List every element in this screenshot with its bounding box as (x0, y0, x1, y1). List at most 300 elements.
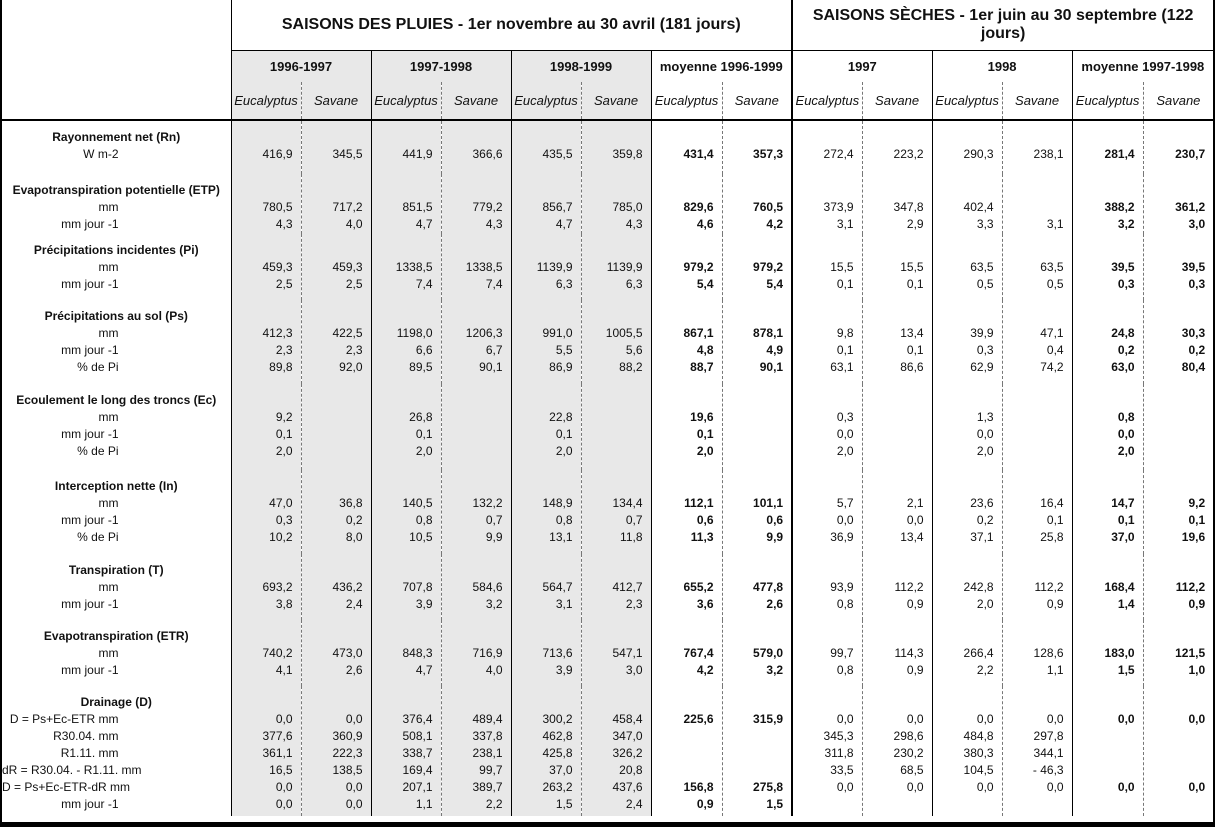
value-cell (1002, 234, 1072, 300)
value: 5,4 (766, 277, 784, 291)
period-header: 1998-1999 (511, 50, 651, 82)
value: 1,5 (1117, 663, 1135, 677)
unit-label: R1.11. mm (60, 746, 119, 760)
value: 10,5 (409, 530, 433, 544)
value: 2,0 (415, 444, 433, 458)
value: 0,4 (1046, 343, 1064, 357)
value: 359,8 (612, 147, 643, 161)
section-title: Rayonnement net (Rn) (52, 130, 181, 144)
value: 37,1 (970, 530, 994, 544)
value: 156,8 (683, 780, 714, 794)
corner-cell (2, 0, 231, 120)
value-cell (581, 174, 651, 234)
value: 132,2 (472, 496, 503, 510)
species-header-eucalyptus: Eucalyptus (511, 82, 581, 120)
value-cell (792, 174, 862, 234)
value-cell (511, 686, 581, 816)
value-cell (932, 120, 1002, 174)
section-label (2, 470, 231, 554)
unit-label: mm jour -1 (61, 663, 119, 677)
value-cell (371, 234, 441, 300)
value: 0,1 (415, 427, 433, 441)
value: 33,5 (830, 763, 854, 777)
unit-label: D = Ps+Ec-ETR-dR mm (2, 780, 131, 794)
value: 281,4 (1104, 147, 1135, 161)
unit-label: mm jour -1 (61, 797, 119, 811)
value: 0,1 (275, 427, 293, 441)
value-cell (301, 470, 371, 554)
species-header-savane: Savane (441, 82, 511, 120)
value (723, 745, 784, 762)
value: 767,4 (683, 646, 714, 660)
value: 9,2 (1188, 496, 1206, 510)
value-cell (862, 174, 932, 234)
value: 459,3 (332, 260, 363, 274)
value: 3,1 (555, 597, 573, 611)
value: 867,1 (683, 326, 714, 340)
value: 0,5 (976, 277, 994, 291)
value: 4,3 (485, 217, 503, 231)
value: 779,2 (472, 200, 503, 214)
value (1073, 796, 1135, 813)
value: 63,1 (830, 360, 854, 374)
value-cell (932, 470, 1002, 554)
value: 1,0 (1188, 663, 1206, 677)
value: 0,0 (1117, 427, 1135, 441)
value-cell (722, 554, 792, 620)
period-header: 1998 (932, 50, 1072, 82)
value (302, 409, 363, 426)
value: 0,1 (906, 277, 924, 291)
value: 366,6 (472, 147, 503, 161)
unit-label: mm (98, 410, 119, 424)
value: 0,8 (836, 597, 854, 611)
value: 2,5 (275, 277, 293, 291)
species-header-savane: Savane (301, 82, 371, 120)
value: 740,2 (262, 646, 293, 660)
value-cell (581, 686, 651, 816)
value: 0,1 (1117, 513, 1135, 527)
value: 2,0 (1117, 444, 1135, 458)
value: 1,4 (1117, 597, 1135, 611)
value: 380,3 (963, 746, 994, 760)
value: 0,3 (836, 410, 854, 424)
value: 416,9 (262, 147, 293, 161)
value: 13,4 (900, 326, 924, 340)
value-cell (511, 174, 581, 234)
value (1144, 426, 1206, 443)
value-cell (301, 120, 371, 174)
value: 878,1 (753, 326, 784, 340)
rainy-season-header: SAISONS DES PLUIES - 1er novembre au 30 avril (181 jours) (231, 0, 792, 50)
value-cell (301, 554, 371, 620)
value: 760,5 (753, 200, 784, 214)
value: 547,1 (612, 646, 643, 660)
value: 9,2 (275, 410, 293, 424)
value-cell (862, 620, 932, 686)
value: 1,1 (1046, 663, 1064, 677)
value: 2,0 (836, 444, 854, 458)
value: 785,0 (612, 200, 643, 214)
unit-label: mm jour -1 (61, 427, 119, 441)
value-cell (581, 120, 651, 174)
value: 169,4 (402, 763, 433, 777)
value: 0,2 (345, 513, 363, 527)
value: 74,2 (1040, 360, 1064, 374)
section-title: Evapotranspiration potentielle (ETP) (12, 183, 220, 197)
section-title: Ecoulement le long des troncs (Ec) (16, 393, 217, 407)
section-label (2, 554, 231, 620)
period-header: moyenne 1997-1998 (1072, 50, 1213, 82)
value: 47,0 (269, 496, 293, 510)
value: 0,8 (415, 513, 433, 527)
value: 716,9 (472, 646, 503, 660)
value-cell (441, 620, 511, 686)
value: 1,5 (766, 797, 784, 811)
value: 1,3 (976, 410, 994, 424)
value: 361,1 (262, 746, 293, 760)
value: 979,2 (683, 260, 714, 274)
value: 0,0 (976, 712, 994, 726)
value (1073, 745, 1135, 762)
period-header: moyenne 1996-1999 (651, 50, 792, 82)
value: 3,8 (275, 597, 293, 611)
value: 89,8 (269, 360, 293, 374)
value: 3,3 (976, 217, 994, 231)
value: 138,5 (332, 763, 363, 777)
value (1144, 762, 1206, 779)
value: 6,3 (625, 277, 643, 291)
value: 11,3 (690, 530, 714, 544)
value: 2,6 (766, 597, 784, 611)
value: 4,3 (275, 217, 293, 231)
value: 389,7 (472, 780, 503, 794)
value (582, 426, 643, 443)
species-header-eucalyptus: Eucalyptus (371, 82, 441, 120)
value: 68,5 (900, 763, 924, 777)
value: 89,5 (409, 360, 433, 374)
value (1073, 762, 1135, 779)
value-cell (1002, 620, 1072, 686)
value-cell (1002, 384, 1072, 470)
section-title: Précipitations incidentes (Pi) (33, 243, 199, 257)
value: 361,2 (1175, 200, 1206, 214)
value-cell (441, 234, 511, 300)
value-cell (231, 120, 301, 174)
value: 979,2 (753, 260, 784, 274)
value (1144, 745, 1206, 762)
value: 266,4 (963, 646, 994, 660)
value: 112,2 (1034, 580, 1064, 594)
value: 22,8 (549, 410, 573, 424)
value: 431,4 (683, 147, 714, 161)
value-cell (441, 120, 511, 174)
value: 20,8 (619, 763, 643, 777)
value-cell (371, 120, 441, 174)
value: 19,6 (1181, 530, 1206, 544)
value: 6,6 (415, 343, 433, 357)
value: 345,5 (332, 147, 363, 161)
value: 1005,5 (605, 326, 643, 340)
value-cell (1072, 234, 1143, 300)
value (582, 409, 643, 426)
species-header-eucalyptus: Eucalyptus (932, 82, 1002, 120)
value-cell (1002, 300, 1072, 384)
value-cell (1002, 554, 1072, 620)
value-cell (511, 554, 581, 620)
section-row (2, 120, 1213, 174)
value: 0,8 (836, 663, 854, 677)
value: 3,6 (696, 597, 714, 611)
section-title: Transpiration (T) (68, 563, 164, 577)
value: 15,5 (900, 260, 924, 274)
value-cell (862, 384, 932, 470)
value-cell (651, 300, 722, 384)
value: 347,8 (893, 200, 924, 214)
value: 579,0 (753, 646, 784, 660)
value: 6,7 (485, 343, 503, 357)
value: 2,0 (696, 444, 714, 458)
value: 3,1 (836, 217, 854, 231)
value: 0,0 (976, 780, 994, 794)
value-cell (651, 554, 722, 620)
value: 0,0 (1188, 712, 1206, 726)
value-cell (371, 470, 441, 554)
value: 436,2 (332, 580, 363, 594)
value (302, 443, 363, 460)
value-cell (722, 174, 792, 234)
value: 315,9 (753, 712, 784, 726)
value-cell (301, 174, 371, 234)
value-cell (1143, 686, 1213, 816)
value: 3,0 (1188, 217, 1206, 231)
value: 0,0 (836, 780, 854, 794)
value-cell (1072, 174, 1143, 234)
species-header-savane: Savane (722, 82, 792, 120)
value: 402,4 (963, 200, 994, 214)
value: 412,3 (262, 326, 293, 340)
value-cell (722, 620, 792, 686)
value: - 46,3 (1032, 763, 1064, 777)
value: 86,9 (549, 360, 573, 374)
value: 0,1 (1046, 513, 1064, 527)
value: 377,6 (262, 729, 293, 743)
value: 5,4 (696, 277, 714, 291)
value-cell (862, 554, 932, 620)
value (793, 796, 854, 813)
value: 290,3 (963, 147, 994, 161)
value: 0,1 (1188, 513, 1206, 527)
value (1003, 796, 1064, 813)
value: 2,4 (625, 797, 643, 811)
value: 0,1 (836, 277, 854, 291)
value: 0,0 (275, 780, 293, 794)
value: 30,3 (1181, 326, 1206, 340)
value-cell (581, 470, 651, 554)
value-cell (1143, 620, 1213, 686)
value: 1338,5 (395, 260, 433, 274)
value (863, 443, 924, 460)
value: 19,6 (690, 410, 714, 424)
value: 376,4 (402, 712, 433, 726)
value: 207,1 (402, 780, 433, 794)
value-cell (231, 686, 301, 816)
value: 0,6 (766, 513, 784, 527)
value: 92,0 (339, 360, 363, 374)
value: 25,8 (1040, 530, 1064, 544)
value: 422,5 (332, 326, 363, 340)
value: 2,5 (345, 277, 363, 291)
value: 3,1 (1046, 217, 1064, 231)
value: 0,0 (836, 513, 854, 527)
value: 99,7 (479, 763, 503, 777)
value: 0,0 (906, 712, 924, 726)
value: 462,8 (542, 729, 573, 743)
unit-label: R30.04. mm (53, 729, 119, 743)
value: 6,3 (555, 277, 573, 291)
value: 88,2 (619, 360, 643, 374)
value: 0,0 (1046, 780, 1064, 794)
value: 459,3 (262, 260, 293, 274)
value-cell (722, 470, 792, 554)
section-label (2, 174, 231, 234)
value: 0,3 (1117, 277, 1135, 291)
value (1003, 409, 1064, 426)
value: 238,1 (1033, 147, 1064, 161)
value-cell (511, 620, 581, 686)
value-cell (722, 234, 792, 300)
value: 388,2 (1104, 200, 1135, 214)
unit-label: % de Pi (77, 530, 119, 544)
value: 851,5 (402, 200, 433, 214)
value (1003, 443, 1064, 460)
value: 134,4 (612, 496, 643, 510)
value-cell (441, 300, 511, 384)
value: 693,2 (262, 580, 293, 594)
value: 780,5 (262, 200, 293, 214)
value: 412,7 (612, 580, 643, 594)
species-header-eucalyptus: Eucalyptus (231, 82, 301, 120)
water-balance-table (2, 0, 1213, 816)
value: 357,3 (753, 147, 784, 161)
value-cell (1143, 234, 1213, 300)
value: 16,4 (1040, 496, 1064, 510)
value: 63,5 (1040, 260, 1064, 274)
value: 1,5 (555, 797, 573, 811)
value-cell (371, 174, 441, 234)
value: 15,5 (830, 260, 854, 274)
value-cell (581, 554, 651, 620)
value (442, 443, 503, 460)
value: 39,9 (970, 326, 994, 340)
value-cell (581, 620, 651, 686)
section-title: Précipitations au sol (Ps) (44, 309, 188, 323)
value-cell (792, 686, 862, 816)
value: 10,2 (269, 530, 293, 544)
value: 272,4 (823, 147, 854, 161)
value: 104,5 (963, 763, 994, 777)
value: 183,0 (1104, 646, 1135, 660)
value: 441,9 (402, 147, 433, 161)
section-label (2, 120, 231, 174)
value: 0,1 (696, 427, 714, 441)
value: 2,1 (906, 496, 924, 510)
value: 4,9 (766, 343, 784, 357)
value: 9,9 (485, 530, 503, 544)
value: 1206,3 (465, 326, 503, 340)
unit-label: mm (98, 200, 119, 214)
value: 0,5 (1046, 277, 1064, 291)
value: 458,4 (612, 712, 643, 726)
value: 991,0 (542, 326, 573, 340)
section-label (2, 300, 231, 384)
value: 484,8 (963, 729, 994, 743)
value-cell (862, 470, 932, 554)
value (1003, 426, 1064, 443)
value-cell (722, 384, 792, 470)
value: 713,6 (542, 646, 573, 660)
value: 4,3 (625, 217, 643, 231)
value: 0,0 (1117, 712, 1135, 726)
section-title: Interception nette (In) (54, 479, 178, 493)
value-cell (651, 470, 722, 554)
value-cell (1072, 686, 1143, 816)
value: 4,0 (345, 217, 363, 231)
unit-label: % de Pi (77, 360, 119, 374)
value: 7,4 (415, 277, 433, 291)
value: 0,0 (1046, 712, 1064, 726)
value-cell (301, 620, 371, 686)
value: 2,0 (555, 444, 573, 458)
value: 80,4 (1181, 360, 1206, 374)
section-row (2, 554, 1213, 620)
value-cell (932, 234, 1002, 300)
value-cell (511, 120, 581, 174)
value: 4,0 (485, 663, 503, 677)
value: 856,7 (542, 200, 573, 214)
value-cell (441, 470, 511, 554)
section-label (2, 234, 231, 300)
value-cell (651, 620, 722, 686)
value-cell (722, 686, 792, 816)
value-cell (932, 300, 1002, 384)
value-cell (932, 686, 1002, 816)
value: 0,9 (1188, 597, 1206, 611)
value: 238,1 (472, 746, 503, 760)
value: 584,6 (472, 580, 503, 594)
value: 3,2 (1117, 217, 1135, 231)
value-cell (1072, 470, 1143, 554)
value (1144, 728, 1206, 745)
value: 13,4 (900, 530, 924, 544)
value-cell (371, 686, 441, 816)
value: 326,2 (612, 746, 643, 760)
value-cell (1143, 174, 1213, 234)
value-cell (231, 174, 301, 234)
value: 848,3 (402, 646, 433, 660)
value: 0,8 (555, 513, 573, 527)
value (652, 762, 714, 779)
species-header-savane: Savane (581, 82, 651, 120)
value: 2,3 (625, 597, 643, 611)
value: 298,6 (893, 729, 924, 743)
value-cell (932, 174, 1002, 234)
value: 0,6 (696, 513, 714, 527)
value: 297,8 (1033, 729, 1064, 743)
species-header-eucalyptus: Eucalyptus (792, 82, 862, 120)
value (1073, 728, 1135, 745)
section-row (2, 300, 1213, 384)
